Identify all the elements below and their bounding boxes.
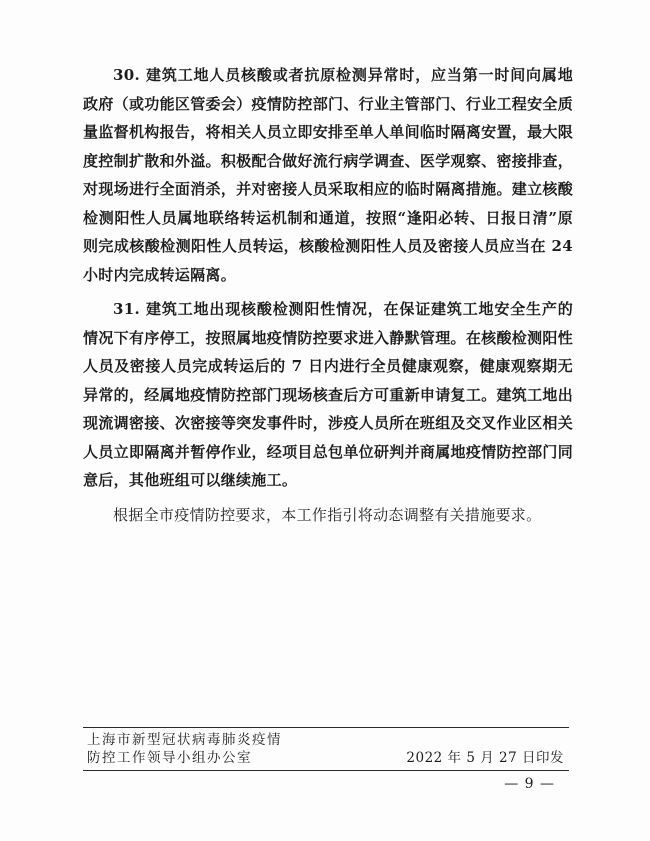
document-body xyxy=(83,61,573,529)
paragraph-30: 30. 建筑工地人员核酸或者抗原检测异常时，应当第一时间向属地政府（或功能区管委会）疫情防控部门、行业主管部门、行业工程安全质量监督机构报告，将相关人员立即安排至单人单间临时隔离安置，最大限度控制扩散和外溢。积极配合做好流行病学调查、医学观察、密接排查，对现场进行全面消杀，并对密接人员采取相应的临时隔离措施。建立核酸检测阳性人员属地联络转运机制和通道，按照“逢阳必转、日报日清”原则完成核酸检测阳性人员转运，核酸检测阳性人员及密接人员应当在 24 小时内完成转运隔离。 xyxy=(83,66,573,284)
footer-top-rule xyxy=(83,727,569,728)
issuer-line-2: 防控工作领导小组办公室 xyxy=(87,750,252,766)
issue-date: 2022 年 5 月 27 日印发 xyxy=(406,750,564,766)
footer-bottom-rule xyxy=(83,770,569,771)
issuer-line-1: 上海市新型冠状病毒肺炎疫情 xyxy=(87,732,282,748)
paragraph-31: 31. 建筑工地出现核酸检测阳性情况，在保证建筑工地安全生产的情况下有序停工，按照属地疫情防控要求进入静默管理。在核酸检测阳性人员及密接人员完成转运后的 7 日内进行全员健康观察，健康观察期无异常的，经属地疫情防控部门现场核查后方可重新申请复工。建筑工地出现流调密接、次密接等突发事件时，涉疫人员所在班组及交叉作业区相关人员立即隔离并暂停作业，经项目总包单位研判并商属地疫情防控部门同意后，其他班组可以继续施工。 xyxy=(83,300,573,489)
page-number: — 9 — xyxy=(504,776,555,792)
closing-paragraph: 根据全市疫情防控要求，本工作指引将动态调整有关措施要求。 xyxy=(113,505,542,524)
issuing-office xyxy=(87,731,282,767)
